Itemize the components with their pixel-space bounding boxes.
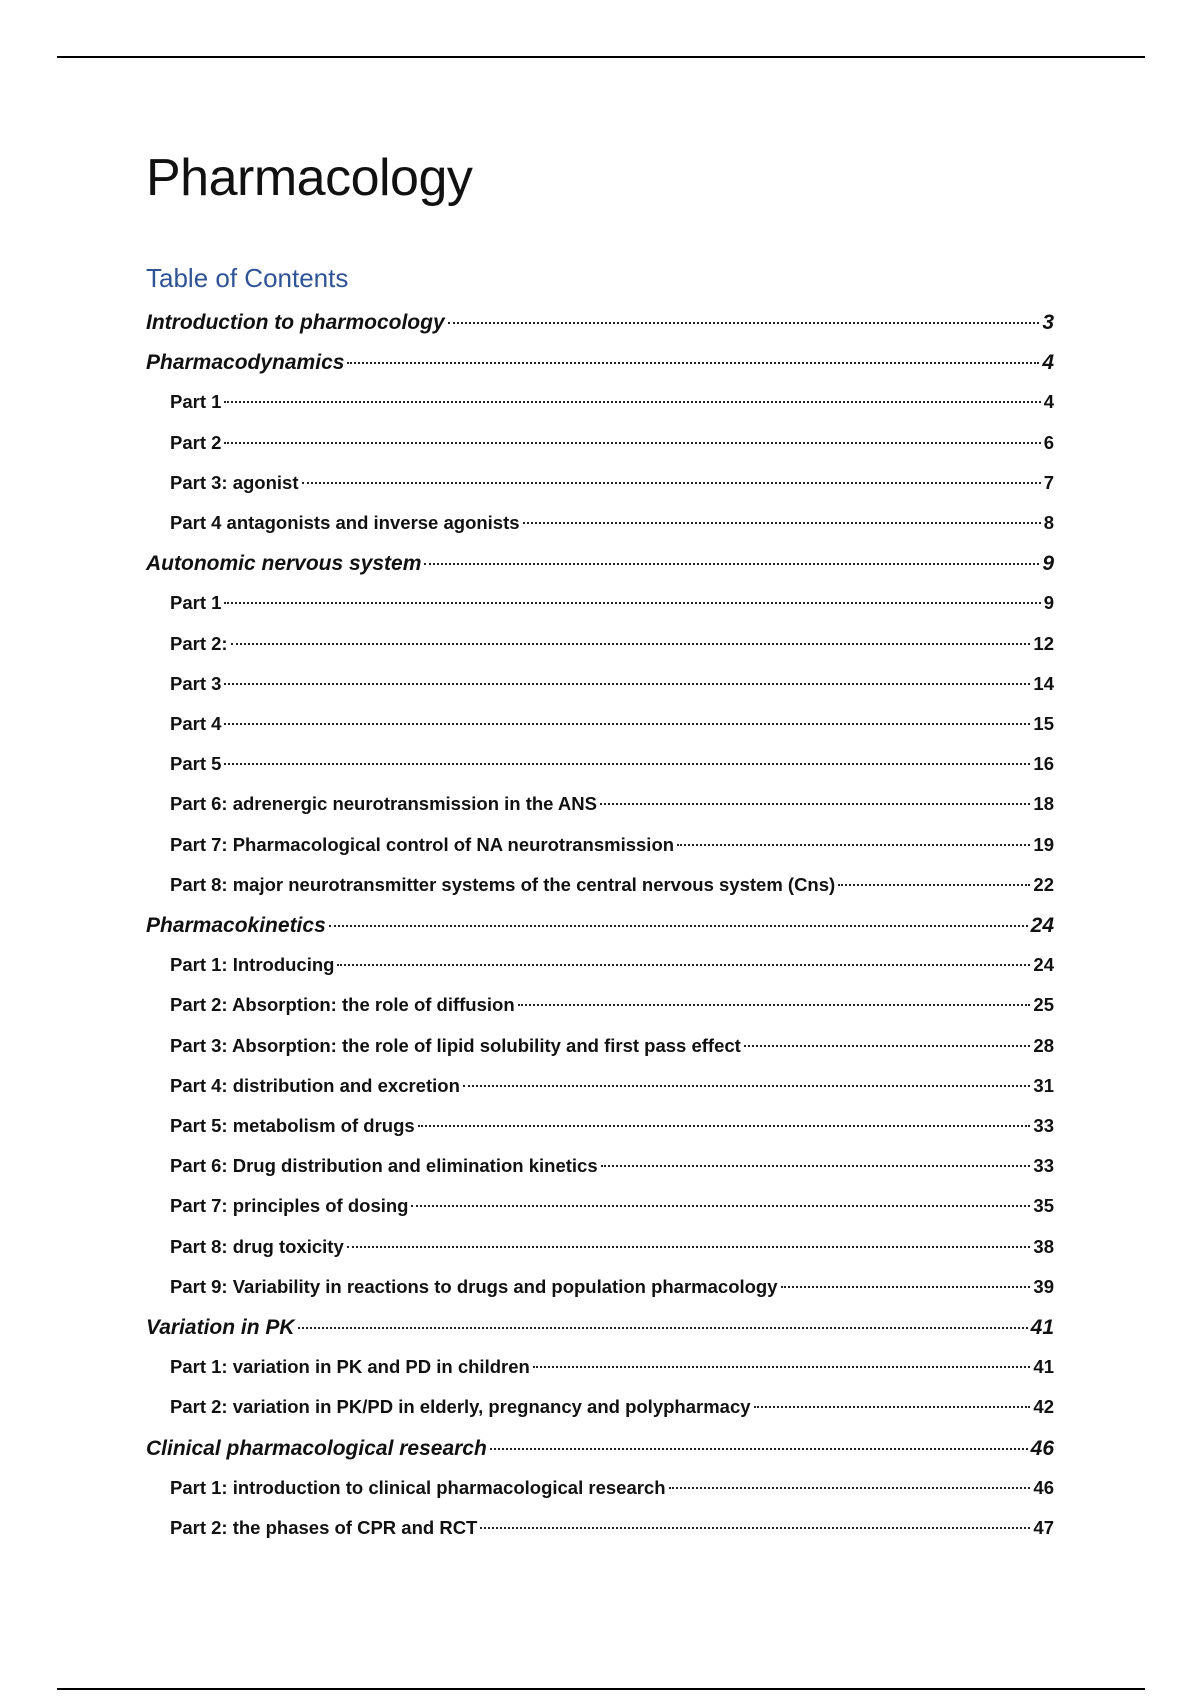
toc-entry-text: Part 4 antagonists and inverse agonists <box>170 512 520 533</box>
toc-subsection-entry[interactable] <box>170 1035 1054 1065</box>
toc-page-number: 38 <box>1033 1235 1054 1257</box>
toc-page-number: 35 <box>1033 1195 1054 1217</box>
toc-subsection-entry[interactable] <box>170 753 1054 783</box>
toc-entry-text: Part 8: drug toxicity <box>170 1235 344 1257</box>
toc-dot-leader <box>601 1165 1031 1167</box>
toc-dot-leader <box>224 442 1040 444</box>
toc-dot-leader <box>669 1487 1031 1489</box>
toc-dot-leader <box>224 723 1030 725</box>
toc-entry-text: Part 1: introduction to clinical pharmacological research <box>170 1476 666 1498</box>
toc-entry-text: Part 2: variation in PK/PD in elderly, pregnancy and polypharmacy <box>170 1396 751 1418</box>
toc-subsection-entry[interactable] <box>170 1396 1054 1426</box>
toc-dot-leader <box>744 1045 1031 1047</box>
toc-dot-leader <box>480 1527 1030 1529</box>
toc-page-number: 7 <box>1043 471 1054 493</box>
toc-subsection-entry[interactable] <box>170 592 1054 622</box>
toc-dot-leader <box>224 763 1030 765</box>
document-title: Pharmacology <box>146 149 473 207</box>
toc-subsection-entry[interactable] <box>170 1276 1054 1306</box>
toc-subsection-entry[interactable] <box>170 391 1054 421</box>
toc-entry-text: Part 1 <box>170 592 222 614</box>
toc-section-entry[interactable] <box>146 311 1054 341</box>
toc-dot-leader <box>224 401 1040 403</box>
toc-section-entry[interactable] <box>146 914 1054 944</box>
toc-subsection-entry[interactable] <box>170 1356 1054 1386</box>
toc-page-number: 28 <box>1033 1034 1054 1056</box>
toc-subsection-entry[interactable] <box>170 1115 1054 1145</box>
toc-dot-leader <box>533 1366 1031 1368</box>
footer-rule <box>57 1688 1145 1690</box>
toc-entry-text: Part 4 <box>170 713 222 734</box>
toc-dot-leader <box>329 925 1028 927</box>
toc-page-number: 47 <box>1033 1517 1054 1538</box>
toc-page-number: 41 <box>1033 1356 1054 1378</box>
toc-page-number: 18 <box>1033 793 1054 815</box>
toc-page-number: 14 <box>1033 672 1054 694</box>
toc-dot-leader <box>523 522 1041 524</box>
toc-entry-text: Part 5: metabolism of drugs <box>170 1115 415 1136</box>
toc-entry-text: Part 7: Pharmacological control of NA neurotransmission <box>170 833 675 855</box>
toc-dot-leader <box>337 964 1030 966</box>
toc-entry-text: Autonomic nervous system <box>146 552 422 576</box>
toc-dot-leader <box>298 1327 1028 1329</box>
toc-entry-text: Variation in PK <box>146 1316 295 1339</box>
toc-page-number: 3 <box>1042 311 1054 334</box>
toc-page-number: 31 <box>1033 1074 1054 1096</box>
toc-section-entry[interactable] <box>146 351 1054 381</box>
toc-page-number: 46 <box>1033 1476 1054 1498</box>
toc-dot-leader <box>302 482 1041 484</box>
toc-dot-leader <box>781 1286 1031 1288</box>
toc-section-entry[interactable] <box>146 552 1054 582</box>
toc-page-number: 9 <box>1042 552 1054 576</box>
toc-page-number: 39 <box>1033 1275 1054 1297</box>
toc-subsection-entry[interactable] <box>170 994 1054 1024</box>
toc-subsection-entry[interactable] <box>170 954 1054 984</box>
toc-entry-text: Pharmacodynamics <box>146 351 345 375</box>
toc-section-entry[interactable] <box>146 1316 1054 1346</box>
toc-dot-leader <box>347 1246 1031 1248</box>
toc-page-number: 22 <box>1033 873 1054 895</box>
toc-subsection-entry[interactable] <box>170 472 1054 502</box>
toc-entry-text: Part 2: <box>170 632 228 654</box>
toc-entry-text: Part 4: distribution and excretion <box>170 1074 460 1096</box>
toc-entry-text: Part 1: variation in PK and PD in children <box>170 1356 530 1378</box>
toc-dot-leader <box>411 1205 1030 1207</box>
toc-page-number: 33 <box>1033 1115 1054 1136</box>
toc-subsection-entry[interactable] <box>170 793 1054 823</box>
toc-entry-text: Part 1 <box>170 391 222 413</box>
toc-subsection-entry[interactable] <box>170 1477 1054 1507</box>
toc-entry-text: Part 9: Variability in reactions to drugs and population pharmacology <box>170 1275 778 1297</box>
toc-entry-text: Part 3: Absorption: the role of lipid solubility and first pass effect <box>170 1034 741 1056</box>
toc-subsection-entry[interactable] <box>170 1195 1054 1225</box>
toc-subsection-entry[interactable] <box>170 713 1054 743</box>
toc-dot-leader <box>224 683 1030 685</box>
toc-dot-leader <box>448 322 1040 324</box>
toc-page-number: 6 <box>1043 431 1054 453</box>
toc-page-number: 46 <box>1030 1436 1054 1460</box>
toc-subsection-entry[interactable] <box>170 834 1054 864</box>
toc-dot-leader <box>838 884 1030 886</box>
toc-entry-text: Part 1: Introducing <box>170 954 335 976</box>
toc-entry-text: Introduction to pharmocology <box>146 311 445 334</box>
toc-page-number: 25 <box>1033 994 1054 1016</box>
toc-subsection-entry[interactable] <box>170 1155 1054 1185</box>
toc-dot-leader <box>347 362 1039 364</box>
toc-dot-leader <box>490 1448 1028 1450</box>
toc-page-number: 8 <box>1043 512 1054 533</box>
toc-subsection-entry[interactable] <box>170 1517 1054 1547</box>
toc-entry-text: Part 2 <box>170 431 222 453</box>
toc-subsection-entry[interactable] <box>170 874 1054 904</box>
toc-page-number: 9 <box>1043 592 1054 614</box>
toc-page-number: 4 <box>1042 351 1054 375</box>
toc-heading: Table of Contents <box>146 263 349 293</box>
toc-page-number: 15 <box>1033 713 1054 734</box>
toc-entry-text: Part 7: principles of dosing <box>170 1195 409 1217</box>
toc-subsection-entry[interactable] <box>170 1075 1054 1105</box>
toc-page-number: 12 <box>1033 632 1054 654</box>
toc-entry-text: Part 2: the phases of CPR and RCT <box>170 1517 478 1538</box>
toc-dot-leader <box>600 803 1030 805</box>
toc-entry-text: Part 2: Absorption: the role of diffusion <box>170 994 515 1016</box>
toc-dot-leader <box>424 563 1039 565</box>
toc-section-entry[interactable] <box>146 1437 1054 1467</box>
toc-entry-text: Part 6: Drug distribution and elimination kinetics <box>170 1155 598 1177</box>
toc-entry-text: Part 8: major neurotransmitter systems of the central nervous system (Cns) <box>170 873 836 895</box>
toc-subsection-entry[interactable] <box>170 1236 1054 1266</box>
toc-dot-leader <box>677 844 1030 846</box>
toc-page-number: 16 <box>1033 753 1054 775</box>
toc-page-number: 24 <box>1030 914 1054 937</box>
toc-entry-text: Part 5 <box>170 753 222 775</box>
toc-page-number: 24 <box>1033 954 1054 976</box>
toc-subsection-entry[interactable] <box>170 512 1054 542</box>
toc-dot-leader <box>754 1406 1031 1408</box>
toc-page-number: 42 <box>1033 1396 1054 1418</box>
toc-entry-text: Part 6: adrenergic neurotransmission in the ANS <box>170 793 597 815</box>
toc-dot-leader <box>231 643 1031 645</box>
toc-entry-text: Clinical pharmacological research <box>146 1436 487 1460</box>
toc-page-number: 33 <box>1033 1155 1054 1177</box>
toc-page-number: 4 <box>1043 391 1054 413</box>
toc-dot-leader <box>518 1004 1031 1006</box>
toc-page-number: 41 <box>1030 1316 1054 1339</box>
toc-dot-leader <box>463 1085 1031 1087</box>
toc-subsection-entry[interactable] <box>170 673 1054 703</box>
toc-page-number: 19 <box>1033 833 1054 855</box>
toc-entry-text: Part 3: agonist <box>170 471 299 493</box>
toc-subsection-entry[interactable] <box>170 432 1054 462</box>
toc-entry-text: Pharmacokinetics <box>146 914 326 937</box>
toc-subsection-entry[interactable] <box>170 633 1054 663</box>
toc-entry-text: Part 3 <box>170 672 222 694</box>
header-rule <box>57 56 1145 58</box>
toc-dot-leader <box>418 1125 1031 1127</box>
toc-dot-leader <box>224 602 1040 604</box>
